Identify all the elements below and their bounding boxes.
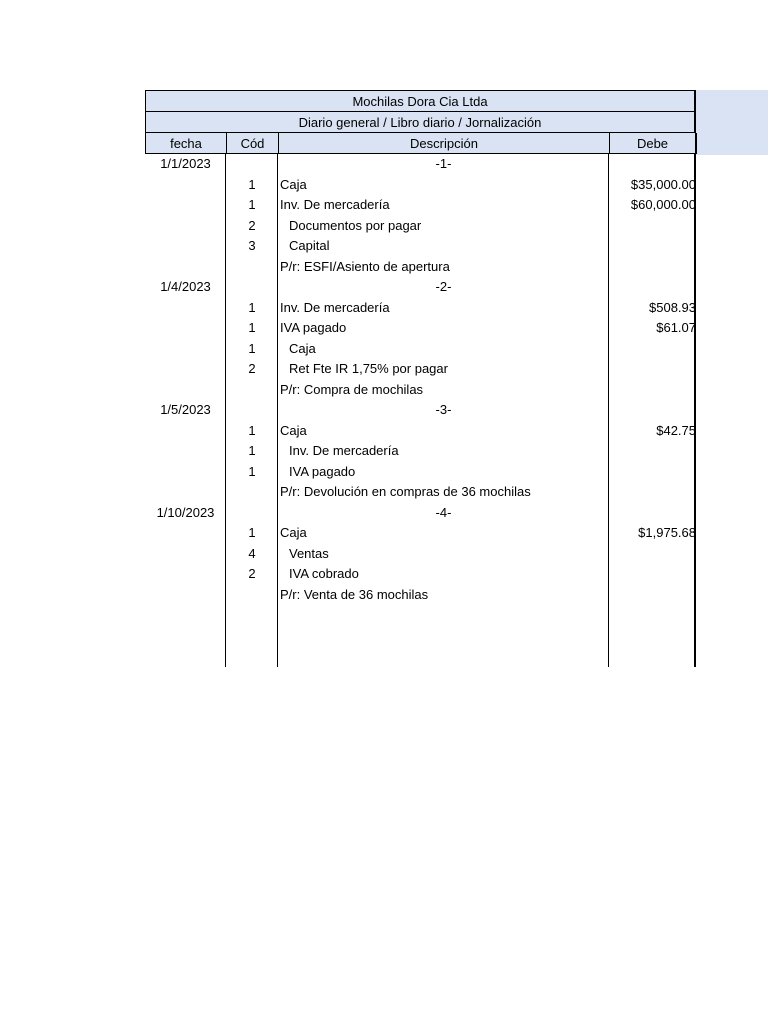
journal-row (145, 257, 696, 278)
cell-cod[interactable] (226, 482, 278, 503)
cell-cod[interactable]: 1 (248, 463, 256, 479)
cell-cod[interactable] (226, 154, 278, 175)
cell-fecha[interactable] (145, 441, 226, 462)
cell-fecha[interactable]: 1/10/2023 (156, 504, 215, 520)
cell-fecha[interactable] (145, 421, 226, 442)
cell-fecha[interactable] (145, 318, 226, 339)
cell-descripcion[interactable]: Caja (280, 525, 307, 540)
cell-debe[interactable] (609, 277, 696, 298)
journal-row (145, 175, 696, 196)
cell-cod[interactable]: 1 (248, 176, 256, 192)
cell-debe[interactable] (609, 380, 696, 401)
journal-sheet (145, 90, 696, 667)
journal-row (145, 380, 696, 401)
empty-rows (145, 605, 696, 667)
cell-fecha[interactable] (145, 462, 226, 483)
cell-cod[interactable] (226, 277, 278, 298)
cell-debe[interactable]: $61.07 (656, 320, 696, 335)
cell-descripcion[interactable]: -3- (435, 402, 452, 417)
journal-row (145, 154, 696, 175)
journal-row (145, 195, 696, 216)
company-title: Mochilas Dora Cia Ltda (145, 90, 696, 112)
cell-cod[interactable] (226, 503, 278, 524)
cell-debe[interactable]: $1,975.68 (638, 525, 696, 540)
cell-cod[interactable]: 2 (248, 217, 256, 233)
cell-debe[interactable]: $42.75 (656, 422, 696, 438)
cell-debe[interactable] (609, 154, 696, 175)
cell-descripcion[interactable]: IVA pagado (289, 463, 356, 479)
cell-descripcion[interactable]: Ventas (289, 545, 329, 561)
cell-fecha[interactable] (145, 195, 226, 216)
cell-cod[interactable]: 2 (248, 566, 256, 581)
cell-debe[interactable] (609, 400, 696, 421)
cell-debe[interactable] (609, 462, 696, 483)
cell-debe[interactable]: $508.93 (649, 299, 696, 315)
cell-fecha[interactable] (145, 482, 226, 503)
cell-descripcion[interactable]: Inv. De mercadería (289, 443, 399, 458)
col-divider-cod (277, 154, 278, 667)
cell-descripcion[interactable]: P/r: ESFI/Asiento de apertura (280, 258, 450, 274)
cell-fecha[interactable] (145, 380, 226, 401)
journal-row (145, 585, 696, 606)
cell-debe[interactable]: $60,000.00 (630, 197, 696, 212)
cell-cod[interactable]: 3 (248, 238, 256, 253)
cell-descripcion[interactable]: Capital (289, 238, 330, 253)
cell-debe[interactable] (609, 503, 696, 524)
column-header-cod[interactable]: Cód (227, 133, 279, 154)
cell-descripcion[interactable]: P/r: Venta de 36 mochilas (280, 586, 429, 602)
cell-debe[interactable] (609, 564, 696, 585)
cell-cod[interactable] (226, 400, 278, 421)
cell-cod[interactable]: 1 (248, 525, 256, 540)
cell-debe[interactable] (609, 216, 696, 237)
journal-row (145, 503, 696, 524)
cell-descripcion[interactable]: -1- (435, 156, 452, 171)
cell-fecha[interactable] (145, 175, 226, 196)
cell-descripcion[interactable]: -2- (435, 279, 452, 294)
journal-row (145, 523, 696, 544)
journal-row (145, 277, 696, 298)
journal-subtitle: Diario general / Libro diario / Jornalización (145, 112, 696, 133)
journal-row (145, 359, 696, 380)
journal-row (145, 318, 696, 339)
column-header-descripcion[interactable]: Descripción (279, 133, 610, 154)
cell-debe[interactable] (609, 585, 696, 606)
cell-cod[interactable]: 1 (248, 320, 256, 335)
cell-debe[interactable] (609, 482, 696, 503)
cell-descripcion[interactable]: Caja (289, 340, 316, 356)
cell-cod[interactable] (226, 585, 278, 606)
journal-row (145, 236, 696, 257)
cell-fecha[interactable] (145, 216, 226, 237)
cell-descripcion[interactable]: IVA pagado (280, 320, 347, 335)
cell-debe[interactable] (609, 236, 696, 257)
col-divider-right (694, 154, 696, 667)
cell-fecha[interactable]: 1/5/2023 (160, 402, 211, 417)
cell-fecha[interactable] (145, 339, 226, 360)
journal-row (145, 400, 696, 421)
cell-fecha[interactable] (145, 564, 226, 585)
cell-fecha[interactable] (145, 523, 226, 544)
journal-body (145, 154, 696, 667)
cell-fecha[interactable] (145, 236, 226, 257)
cell-cod[interactable]: 1 (248, 299, 256, 315)
cell-descripcion[interactable]: Caja (280, 422, 307, 438)
header-fill-overflow (696, 90, 768, 155)
cell-debe[interactable]: $35,000.00 (630, 176, 696, 192)
cell-descripcion[interactable]: -4- (435, 504, 452, 520)
journal-row (145, 462, 696, 483)
cell-cod[interactable]: 2 (248, 361, 256, 376)
cell-descripcion[interactable]: Documentos por pagar (289, 217, 422, 233)
column-header-row (145, 133, 696, 154)
cell-cod[interactable]: 1 (248, 443, 256, 458)
cell-debe[interactable] (609, 257, 696, 278)
cell-fecha[interactable] (145, 257, 226, 278)
col-divider-desc (608, 154, 609, 667)
col-divider-fecha (225, 154, 226, 667)
cell-fecha[interactable] (145, 298, 226, 319)
cell-cod[interactable] (226, 380, 278, 401)
journal-row (145, 339, 696, 360)
journal-row (145, 544, 696, 565)
cell-debe[interactable] (609, 339, 696, 360)
cell-descripcion[interactable]: Inv. De mercadería (280, 299, 390, 315)
cell-fecha[interactable]: 1/1/2023 (160, 156, 211, 171)
cell-descripcion[interactable]: Caja (280, 176, 307, 192)
journal-row (145, 298, 696, 319)
column-header-fecha[interactable]: fecha (146, 133, 227, 154)
cell-descripcion[interactable]: P/r: Devolución en compras de 36 mochilas (280, 484, 531, 499)
cell-fecha[interactable] (145, 359, 226, 380)
cell-cod[interactable]: 1 (248, 340, 256, 356)
cell-fecha[interactable] (145, 544, 226, 565)
cell-cod[interactable] (226, 257, 278, 278)
journal-row (145, 441, 696, 462)
column-header-debe[interactable]: Debe (610, 133, 697, 154)
cell-debe[interactable] (609, 544, 696, 565)
cell-debe[interactable] (609, 441, 696, 462)
cell-cod[interactable]: 1 (248, 422, 256, 438)
journal-row (145, 216, 696, 237)
cell-descripcion[interactable]: Ret Fte IR 1,75% por pagar (289, 361, 448, 376)
cell-descripcion[interactable]: IVA cobrado (289, 566, 359, 581)
cell-cod[interactable]: 4 (248, 545, 256, 561)
cell-fecha[interactable] (145, 585, 226, 606)
cell-fecha[interactable]: 1/4/2023 (160, 279, 211, 294)
journal-row (145, 564, 696, 585)
cell-descripcion[interactable]: Inv. De mercadería (280, 197, 390, 212)
cell-debe[interactable] (609, 359, 696, 380)
journal-row (145, 482, 696, 503)
cell-descripcion[interactable]: P/r: Compra de mochilas (280, 381, 424, 397)
journal-row (145, 421, 696, 442)
cell-cod[interactable]: 1 (248, 197, 256, 212)
